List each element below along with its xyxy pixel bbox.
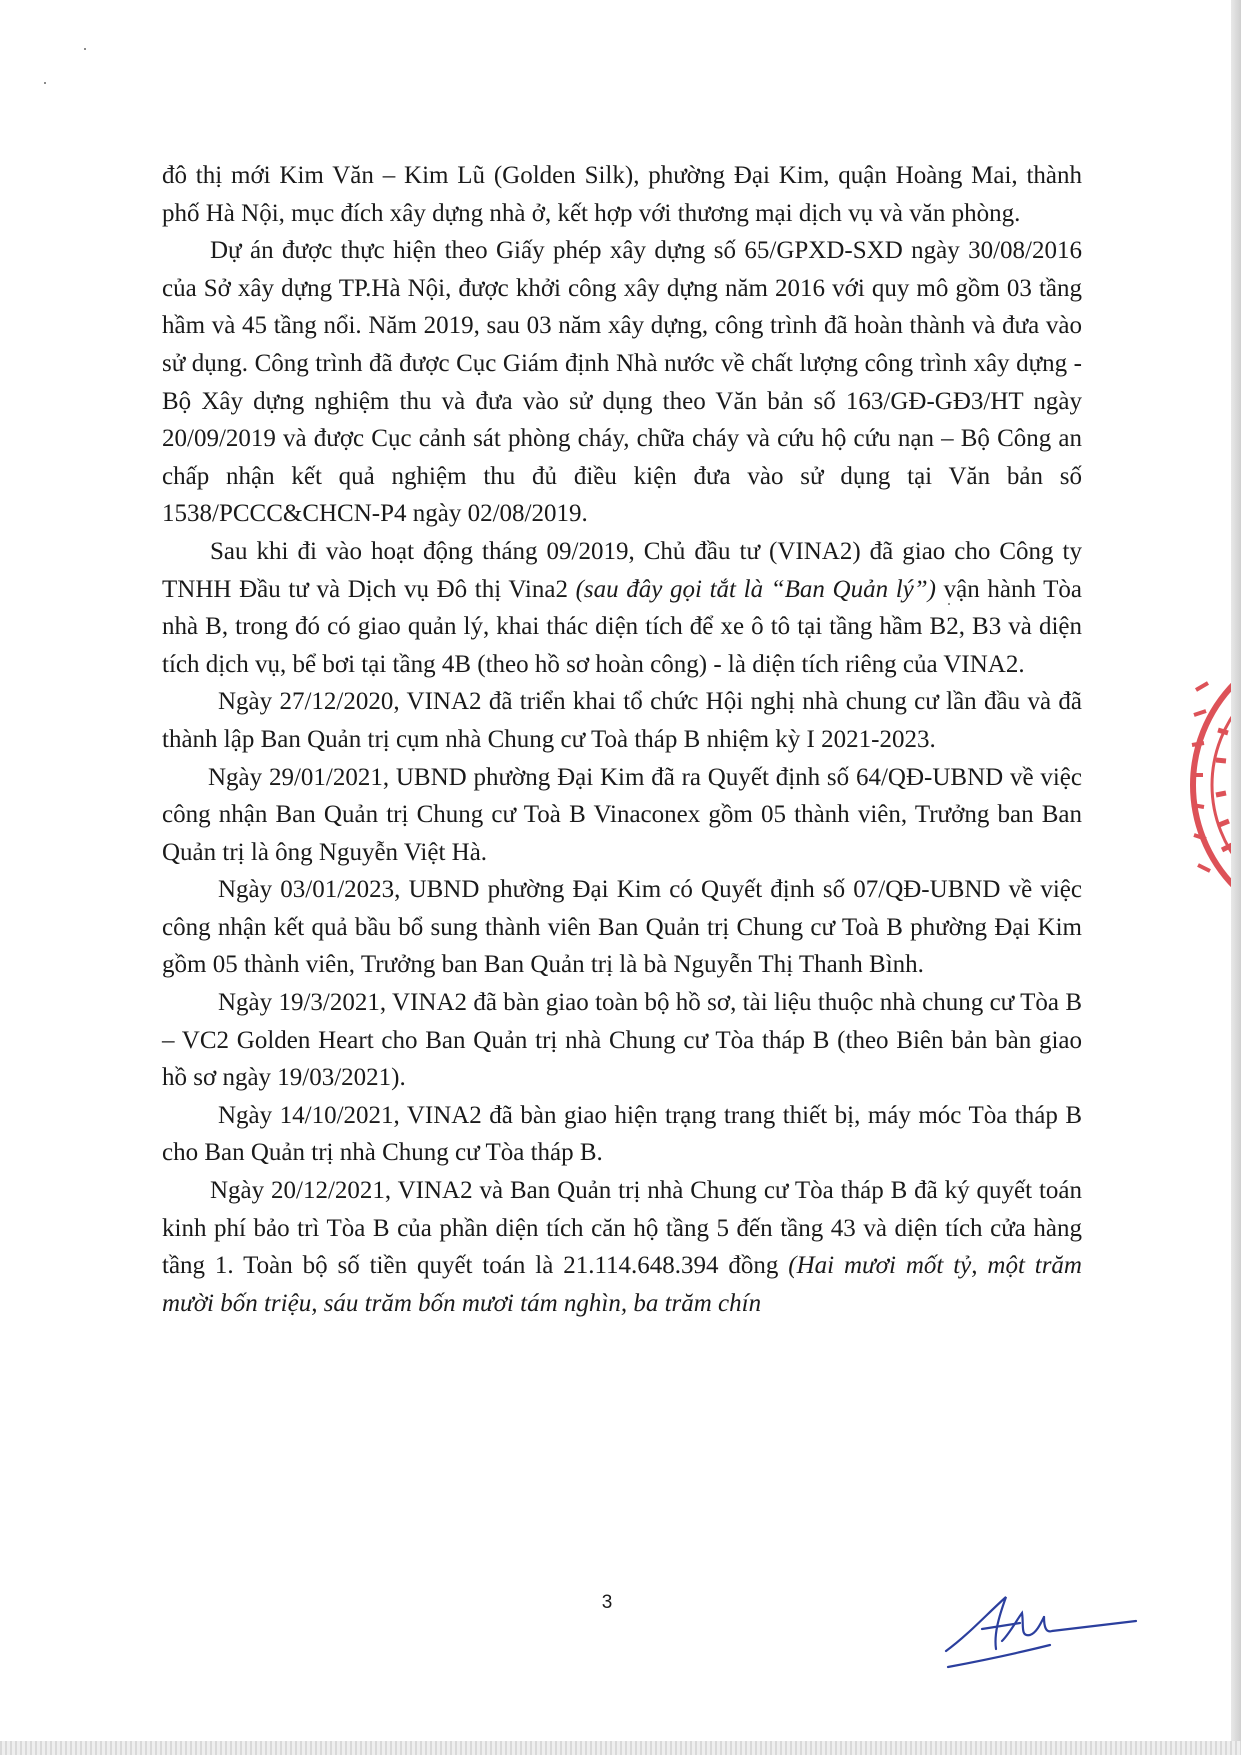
italic-text: (Hai mươi mốt tỷ, một trăm mười bốn triệu, sáu trăm bốn mươi tám nghìn, ba trăm chín	[162, 1252, 1082, 1317]
text-run: Sau khi đi vào hoạt động tháng 09/2019, Chủ đầu tư (VINA2) đã giao cho Công ty TNHH Đầu tư và Dịch vụ Đô thị Vina2	[162, 537, 1082, 603]
scan-edge-bottom	[0, 1741, 1241, 1755]
paragraph	[162, 984, 1082, 1097]
text-run: Ngày 29/01/2021, UBND phường Đại Kim đã ra Quyết định số 64/QĐ-UBND về việc công nhận Ban Quản trị Chung cư Toà B Vinaconex gồm 05 thành viên, Trưởng ban Ban Quản trị là ông Nguyễn Việt Hà.	[162, 763, 1082, 866]
text-run: Ngày 14/10/2021, VINA2 đã bàn giao hiện trạng trang thiết bị, máy móc Tòa tháp B cho Ban Quản trị nhà Chung cư Tòa tháp B.	[162, 1101, 1082, 1167]
document-body	[162, 157, 1082, 1322]
paragraph	[162, 232, 1082, 533]
paragraph	[162, 683, 1082, 758]
paragraph	[162, 871, 1082, 984]
scan-speck	[44, 82, 46, 84]
text-run: Ngày 03/01/2023, UBND phường Đại Kim có Quyết định số 07/QĐ-UBND về việc công nhận kết quả bầu bổ sung thành viên Ban Quản trị Chung cư Toà B phường Đại Kim gồm 05 thành viên, Trưởng ban Ban Quản trị là bà Nguyễn Thị Thanh Bình.	[162, 876, 1082, 979]
text-run: Ngày 27/12/2020, VINA2 đã triển khai tổ chức Hội nghị nhà chung cư lần đầu và đã thành lập Ban Quản trị cụm nhà Chung cư Toà tháp B nhiệm kỳ I 2021-2023.	[162, 688, 1082, 753]
scan-speck	[948, 603, 950, 605]
page-number: 3	[601, 1592, 613, 1613]
text-run: Ngày 19/3/2021, VINA2 đã bàn giao toàn bộ hồ sơ, tài liệu thuộc nhà chung cư Tòa B – VC2 Golden Heart cho Ban Quản trị nhà Chung cư Tòa tháp B (theo Biên bản bàn giao hồ sơ ngày 19/03/2021).	[162, 989, 1082, 1092]
signature-mark	[940, 1583, 1140, 1673]
paragraph	[162, 1097, 1082, 1172]
scan-edge-right	[1231, 0, 1241, 1755]
text-run: vận hành Tòa nhà B, trong đó có giao quản lý, khai thác diện tích để xe ô tô tại tầng hầm B2, B3 và diện tích dịch vụ, bể bơi tại tầng 4B (theo hồ sơ hoàn công) - là diện tích riêng của VINA2.	[162, 575, 1082, 678]
paragraph	[162, 533, 1082, 683]
italic-text: (sau đây gọi tắt là “Ban Quản lý”)	[575, 575, 936, 603]
paragraph	[162, 157, 1082, 232]
paragraph	[162, 1172, 1082, 1322]
text-run: đô thị mới Kim Văn – Kim Lũ (Golden Silk), phường Đại Kim, quận Hoàng Mai, thành phố Hà Nội, mục đích xây dựng nhà ở, kết hợp với thương mại dịch vụ và văn phòng.	[162, 162, 1082, 227]
text-run: Dự án được thực hiện theo Giấy phép xây dựng số 65/GPXD-SXD ngày 30/08/2016 của Sở xây dựng TP.Hà Nội, được khởi công xây dựng năm 2016 với quy mô gồm 03 tầng hầm và 45 tầng nổi. Năm 2019, sau 03 năm xây dựng, công trình đã hoàn thành và đưa vào sử dụng. Công trình đã được Cục Giám định Nhà nước về chất lượng công trình xây dựng - Bộ Xây dựng nghiệm thu và đưa vào sử dụng theo Văn bản số 163/GĐ-GĐ3/HT ngày 20/09/2019 và được Cục cảnh sát phòng cháy, chữa cháy và cứu hộ cứu nạn – Bộ Công an chấp nhận kết quả nghiệm thu đủ điều kiện đưa vào sử dụng tại Văn bản số 1538/PCCC&CHCN-P4 ngày 02/08/2019.	[162, 237, 1082, 528]
paragraph	[162, 759, 1082, 872]
scan-speck	[84, 48, 86, 50]
text-run: Ngày 20/12/2021, VINA2 và Ban Quản trị nhà Chung cư Tòa tháp B đã ký quyết toán kinh phí bảo trì Tòa B của phần diện tích căn hộ tầng 5 đến tầng 43 và diện tích cửa hàng tầng 1. Toàn bộ số tiền quyết toán là 21.114.648.394 đồng	[162, 1177, 1082, 1280]
